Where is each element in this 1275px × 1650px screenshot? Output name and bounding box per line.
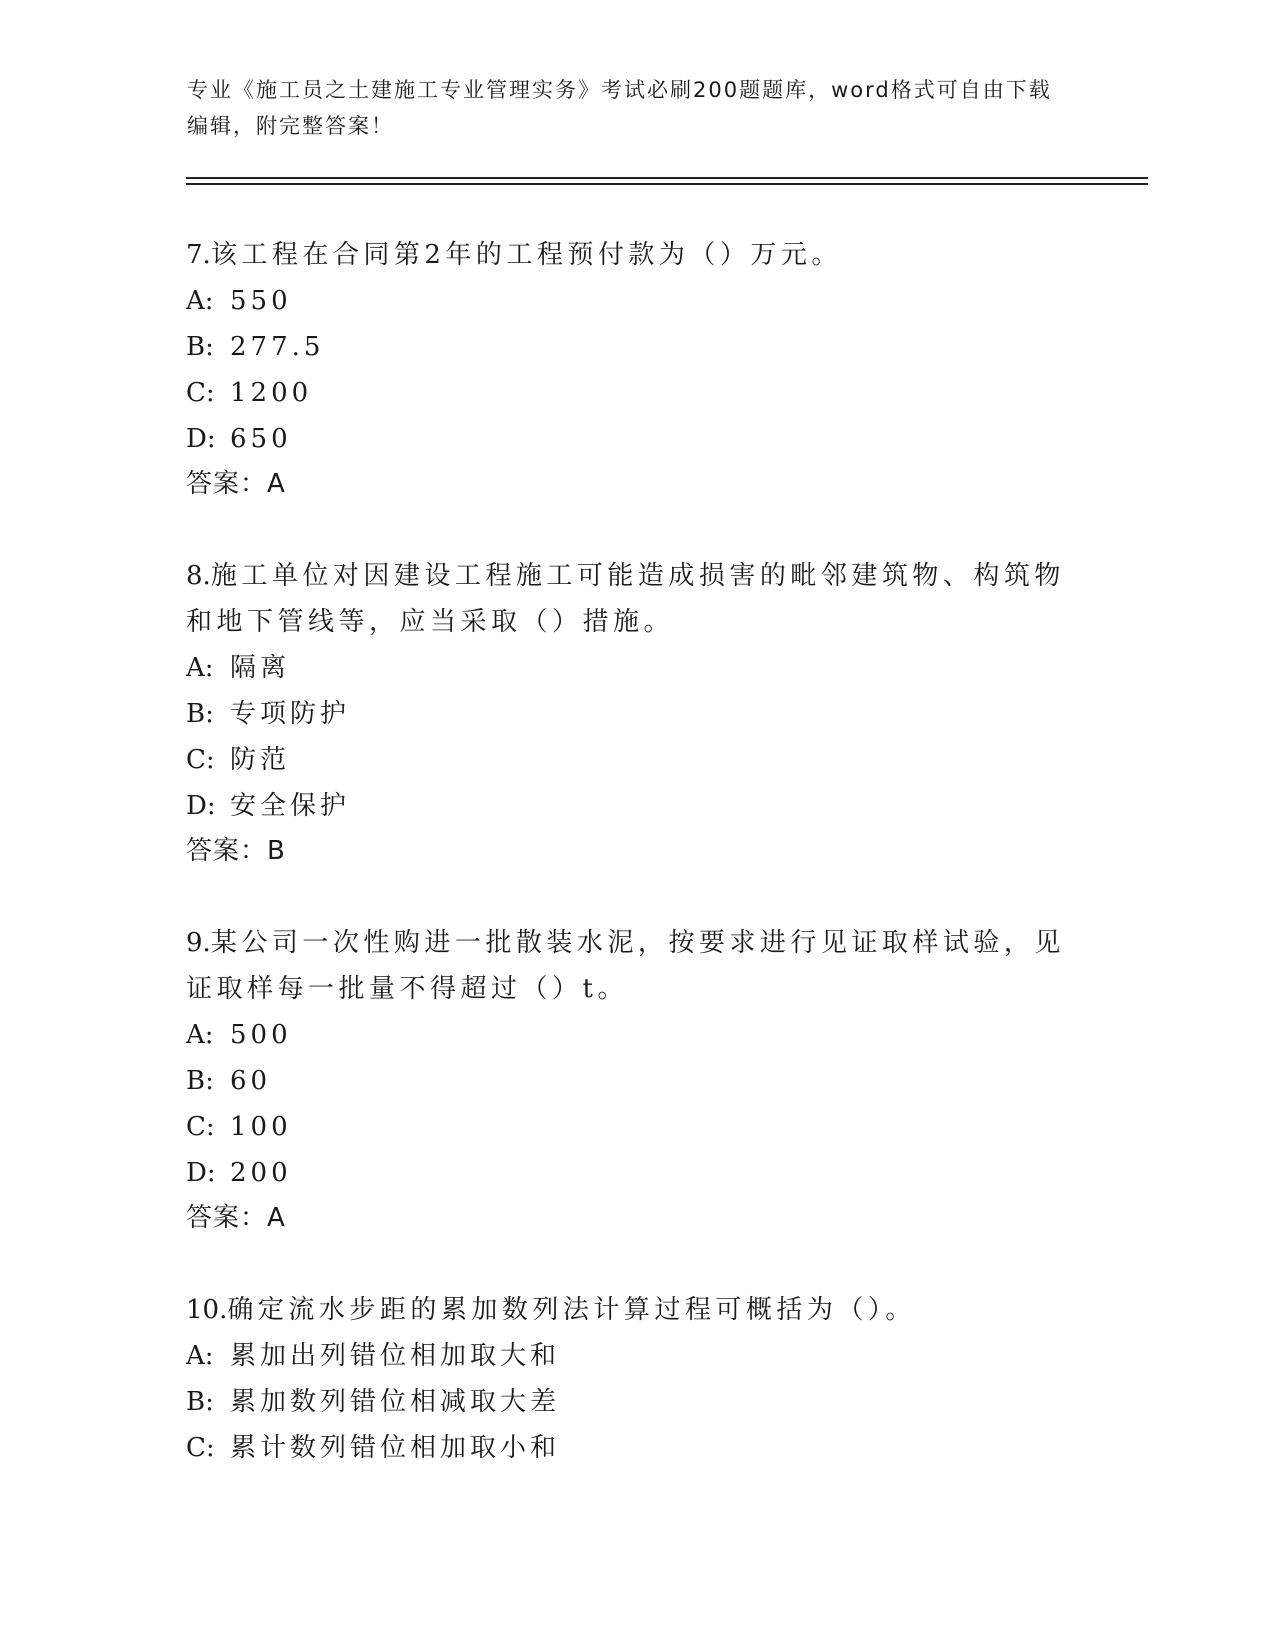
option-c (186, 1425, 1086, 1471)
question-text: 该工程在合同第2年的工程预付款为（）万元。 (210, 240, 842, 270)
option-text: 隔离 (230, 653, 291, 683)
question-number: 10. (186, 1295, 228, 1325)
question-stem (186, 1287, 1086, 1333)
option-text: 累计数列错位相加取小和 (230, 1433, 561, 1463)
option-text: 累加出列错位相加取大和 (230, 1341, 561, 1371)
option-text: 277.5 (230, 332, 325, 362)
option-c (186, 737, 1086, 783)
option-label: C: (186, 1433, 215, 1463)
option-c (186, 1104, 1086, 1150)
question-list (186, 232, 1086, 1518)
option-text: 100 (230, 1112, 292, 1142)
option-text: 安全保护 (230, 791, 351, 821)
header-rule-top (186, 177, 1148, 179)
question-number: 9. (186, 928, 211, 958)
question-number: 7. (186, 240, 211, 270)
option-text: 500 (230, 1020, 292, 1050)
option-b (186, 1058, 1086, 1104)
question-text: 确定流水步距的累加数列法计算过程可概括为（）。 (227, 1295, 916, 1325)
option-label: C: (186, 1112, 215, 1142)
option-label: B: (186, 1387, 214, 1417)
answer-line: 答案：A (186, 469, 286, 499)
option-label: B: (186, 332, 214, 362)
question-stem (186, 232, 1086, 278)
option-b (186, 324, 1086, 370)
question-text: 某公司一次性购进一批散装水泥，按要求进行见证取样试验，见证取样每一批量不得超过（）t。 (186, 928, 1065, 1004)
option-text: 650 (230, 424, 292, 454)
question-7 (186, 232, 1086, 506)
option-text: 200 (230, 1158, 292, 1188)
option-label: D: (186, 424, 216, 454)
question-8 (186, 553, 1086, 873)
option-c (186, 370, 1086, 416)
option-b (186, 1379, 1086, 1425)
option-a (186, 278, 1086, 324)
option-b (186, 691, 1086, 737)
option-label: A: (186, 1020, 214, 1050)
answer-line: 答案：B (186, 836, 286, 866)
answer-line: 答案：A (186, 1203, 286, 1233)
option-label: C: (186, 378, 215, 408)
option-a (186, 1333, 1086, 1379)
option-label: B: (186, 699, 214, 729)
option-d (186, 1150, 1086, 1196)
option-a (186, 1012, 1086, 1058)
question-text: 施工单位对因建设工程施工可能造成损害的毗邻建筑物、构筑物和地下管线等，应当采取（）措施。 (186, 561, 1065, 637)
option-label: B: (186, 1066, 214, 1096)
option-text: 防范 (230, 745, 291, 775)
question-number: 8. (186, 561, 211, 591)
option-text: 550 (230, 286, 292, 316)
question-stem (186, 920, 1086, 1012)
option-a (186, 645, 1086, 691)
option-label: A: (186, 653, 214, 683)
option-label: A: (186, 286, 214, 316)
option-text: 专项防护 (230, 699, 351, 729)
option-label: D: (186, 791, 216, 821)
document-header-title: 专业《施工员之土建施工专业管理实务》考试必刷200题题库，word格式可自由下载编辑，附完整答案！ (187, 78, 1052, 138)
option-label: A: (186, 1341, 214, 1371)
option-d (186, 416, 1086, 462)
header-rule-bottom (186, 183, 1148, 185)
option-text: 60 (230, 1066, 272, 1096)
question-10 (186, 1287, 1086, 1471)
option-text: 累加数列错位相减取大差 (230, 1387, 561, 1417)
question-stem (186, 553, 1086, 645)
question-9 (186, 920, 1086, 1240)
option-label: D: (186, 1158, 216, 1188)
option-label: C: (186, 745, 215, 775)
option-d (186, 783, 1086, 829)
option-text: 1200 (230, 378, 313, 408)
